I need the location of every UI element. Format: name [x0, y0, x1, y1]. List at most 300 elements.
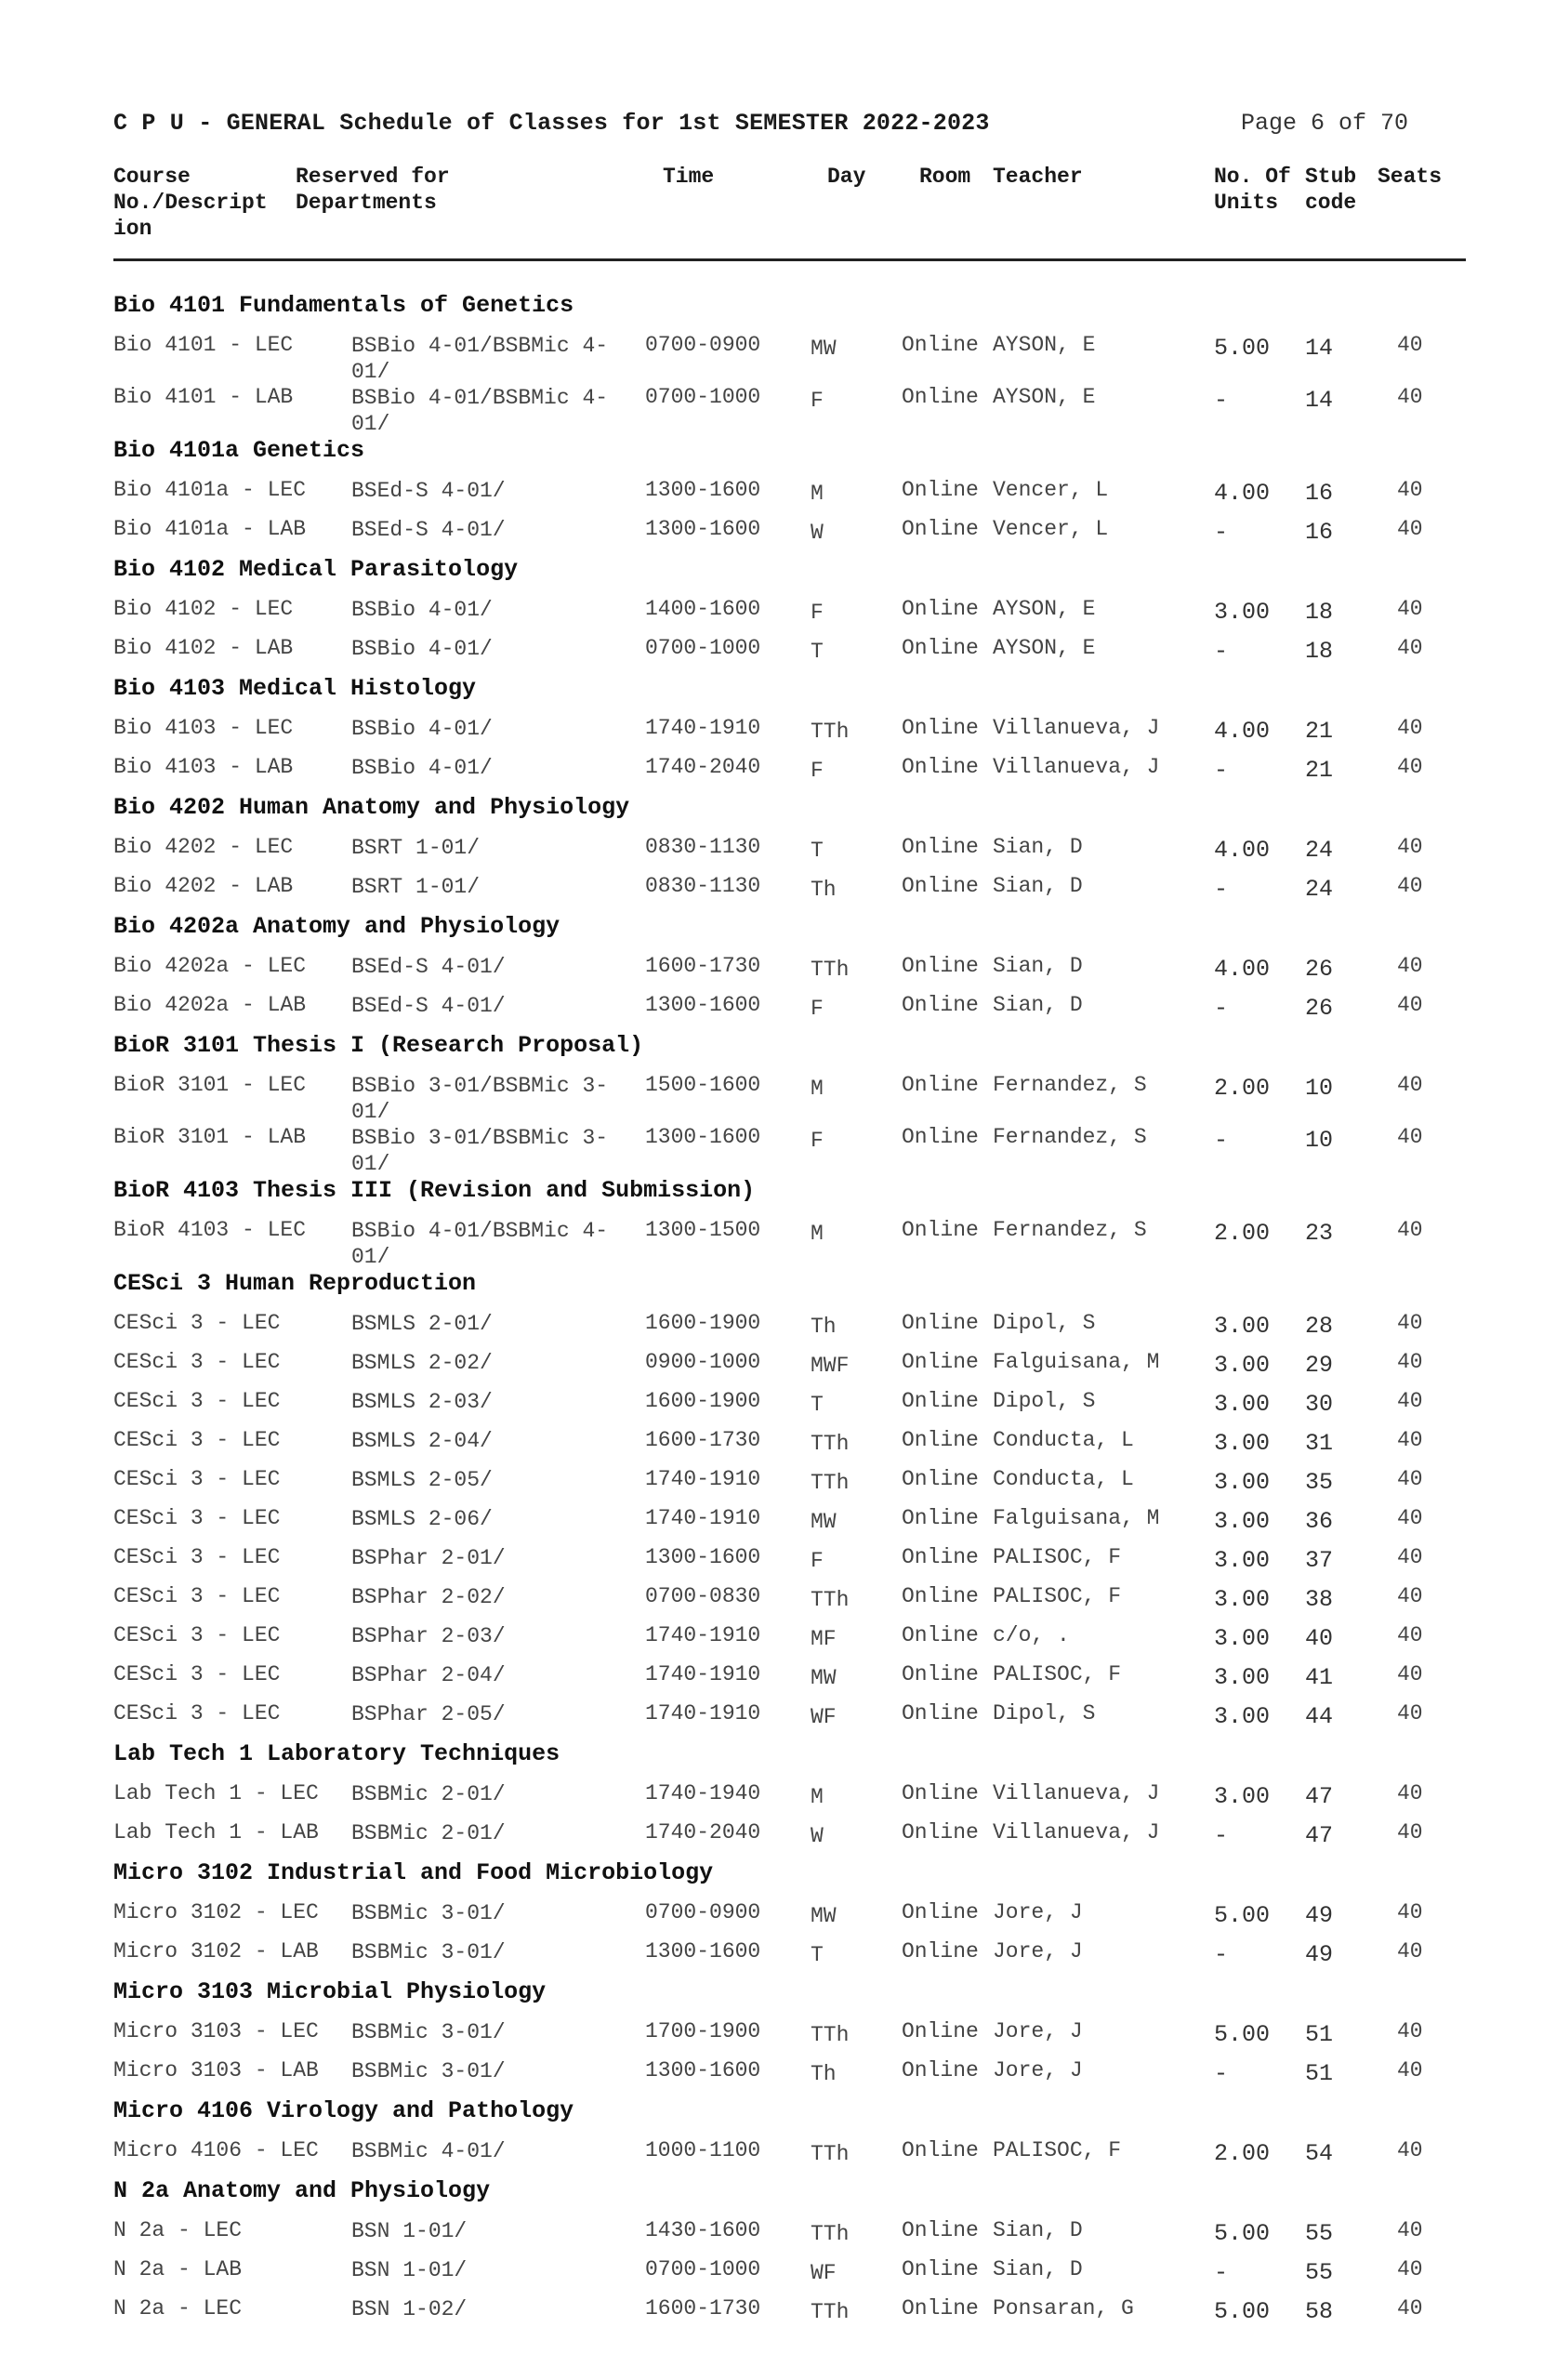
section-course: N 2a - LEC	[113, 2296, 243, 2320]
section-stub-code: 44	[1305, 1703, 1334, 1730]
section-stub-code: 41	[1305, 1664, 1334, 1691]
section-day: TTh	[811, 2222, 850, 2246]
section-room: Online	[902, 636, 979, 660]
section-seats: 40	[1397, 2019, 1423, 2043]
section-departments: BSBio 4-01/	[351, 598, 493, 622]
section-departments: BSBMic 3-01/	[351, 1940, 506, 1964]
section-day: F	[811, 1129, 824, 1153]
section-time: 1300-1600	[645, 993, 761, 1017]
section-stub-code: 23	[1305, 1220, 1334, 1247]
section-day: F	[811, 759, 824, 783]
section-stub-code: 26	[1305, 995, 1334, 1022]
section-units: -	[1214, 519, 1229, 546]
section-units: 5.00	[1214, 2298, 1271, 2325]
section-day: Th	[811, 2062, 837, 2086]
section-seats: 40	[1397, 1545, 1423, 1569]
course-title-row	[0, 788, 1556, 829]
section-departments: BSMLS 2-05/	[351, 1468, 493, 1492]
section-time: 1700-1900	[645, 2019, 761, 2043]
section-units: 3.00	[1214, 1469, 1271, 1496]
section-course: CESci 3 - LEC	[113, 1311, 281, 1335]
table-row	[0, 1119, 1556, 1176]
section-time: 1300-1500	[645, 1218, 761, 1242]
section-teacher: AYSON, E	[993, 333, 1096, 357]
section-departments: BSBio 4-01/	[351, 637, 493, 661]
section-seats: 40	[1397, 993, 1423, 1017]
section-teacher: Sian, D	[993, 835, 1083, 859]
section-units: -	[1214, 757, 1229, 784]
section-departments: BSPhar 2-03/	[351, 1624, 506, 1648]
section-seats: 40	[1397, 1584, 1423, 1608]
section-time: 1300-1600	[645, 1125, 761, 1149]
section-time: 0900-1000	[645, 1350, 761, 1374]
section-time: 0830-1130	[645, 835, 761, 859]
section-course: CESci 3 - LEC	[113, 1350, 281, 1374]
section-day: T	[811, 640, 824, 664]
section-departments: BSBMic 2-01/	[351, 1782, 506, 1806]
course-title: Micro 3102 Industrial and Food Microbiology	[113, 1859, 714, 1886]
course-title-row	[0, 1973, 1556, 2014]
section-units: 4.00	[1214, 718, 1271, 745]
header-course: Course No./Descript ion	[113, 165, 268, 241]
section-teacher: AYSON, E	[993, 597, 1096, 621]
course-title-row	[0, 669, 1556, 710]
table-row	[0, 1305, 1556, 1344]
course-title: BioR 4103 Thesis III (Revision and Submission)	[113, 1177, 756, 1204]
section-teacher: Villanueva, J	[993, 1820, 1160, 1844]
section-day: F	[811, 601, 824, 625]
section-course: Bio 4102 - LEC	[113, 597, 294, 621]
section-course: Bio 4202a - LEC	[113, 954, 307, 978]
section-stub-code: 58	[1305, 2298, 1334, 2325]
section-room: Online	[902, 954, 979, 978]
table-row	[0, 1461, 1556, 1501]
section-seats: 40	[1397, 954, 1423, 978]
section-stub-code: 49	[1305, 1941, 1334, 1968]
section-course: BioR 3101 - LEC	[113, 1073, 307, 1097]
section-seats: 40	[1397, 1781, 1423, 1805]
section-course: CESci 3 - LEC	[113, 1389, 281, 1413]
section-time: 1300-1600	[645, 2058, 761, 2082]
section-room: Online	[902, 1467, 979, 1491]
section-stub-code: 49	[1305, 1902, 1334, 1929]
course-title: N 2a Anatomy and Physiology	[113, 2177, 491, 2204]
section-time: 1740-1910	[645, 1623, 761, 1647]
section-units: -	[1214, 638, 1229, 665]
section-seats: 40	[1397, 2058, 1423, 2082]
section-units: 3.00	[1214, 1313, 1271, 1340]
course-title: Bio 4101 Fundamentals of Genetics	[113, 292, 574, 319]
table-row	[0, 1067, 1556, 1124]
section-time: 1740-1910	[645, 1467, 761, 1491]
table-row	[0, 511, 1556, 550]
section-day: TTh	[811, 2300, 850, 2324]
section-time: 1500-1600	[645, 1073, 761, 1097]
section-time: 1600-1900	[645, 1311, 761, 1335]
table-row	[0, 749, 1556, 788]
section-time: 0700-1000	[645, 385, 761, 409]
section-teacher: Conducta, L	[993, 1428, 1134, 1452]
section-teacher: Fernandez, S	[993, 1125, 1147, 1149]
section-units: -	[1214, 1941, 1229, 1968]
schedule-rows	[0, 286, 1556, 2330]
section-units: 3.00	[1214, 1352, 1271, 1379]
table-row	[0, 1579, 1556, 1618]
section-units: 3.00	[1214, 1586, 1271, 1613]
section-time: 1600-1730	[645, 2296, 761, 2320]
section-seats: 40	[1397, 1939, 1423, 1964]
course-title: Micro 3103 Microbial Physiology	[113, 1978, 547, 2005]
section-day: MW	[811, 1904, 837, 1928]
section-stub-code: 54	[1305, 2140, 1334, 2167]
section-room: Online	[902, 1125, 979, 1149]
section-seats: 40	[1397, 716, 1423, 740]
section-seats: 40	[1397, 597, 1423, 621]
section-room: Online	[902, 1701, 979, 1726]
section-units: 3.00	[1214, 1783, 1271, 1810]
section-seats: 40	[1397, 1662, 1423, 1686]
section-course: CESci 3 - LEC	[113, 1584, 281, 1608]
section-room: Online	[902, 1662, 979, 1686]
section-teacher: Jore, J	[993, 2058, 1083, 2082]
section-stub-code: 35	[1305, 1469, 1334, 1496]
course-title-row	[0, 431, 1556, 472]
table-row	[0, 1383, 1556, 1422]
section-departments: BSBMic 3-01/	[351, 1901, 506, 1925]
section-departments: BSPhar 2-01/	[351, 1546, 506, 1570]
section-teacher: Villanueva, J	[993, 716, 1160, 740]
section-room: Online	[902, 597, 979, 621]
section-day: F	[811, 389, 824, 413]
table-row	[0, 829, 1556, 868]
section-teacher: Villanueva, J	[993, 755, 1160, 779]
section-room: Online	[902, 1781, 979, 1805]
table-row	[0, 1934, 1556, 1973]
section-course: Bio 4103 - LEC	[113, 716, 294, 740]
section-departments: BSMLS 2-04/	[351, 1429, 493, 1453]
section-day: TTh	[811, 720, 850, 744]
table-row	[0, 2014, 1556, 2053]
course-title-row	[0, 550, 1556, 591]
section-departments: BSBMic 2-01/	[351, 1821, 506, 1845]
section-units: 3.00	[1214, 1508, 1271, 1535]
table-row	[0, 1657, 1556, 1696]
section-teacher: Vencer, L	[993, 478, 1109, 502]
section-time: 0830-1130	[645, 874, 761, 898]
section-units: 3.00	[1214, 1703, 1271, 1730]
section-teacher: Jore, J	[993, 1900, 1083, 1924]
section-teacher: PALISOC, F	[993, 2138, 1122, 2162]
section-seats: 40	[1397, 1073, 1423, 1097]
section-room: Online	[902, 716, 979, 740]
table-row	[0, 2213, 1556, 2252]
section-course: CESci 3 - LEC	[113, 1506, 281, 1530]
section-room: Online	[902, 2019, 979, 2043]
course-title-row	[0, 1026, 1556, 1067]
section-stub-code: 30	[1305, 1391, 1334, 1418]
section-teacher: Sian, D	[993, 2218, 1083, 2242]
section-seats: 40	[1397, 385, 1423, 409]
section-teacher: Villanueva, J	[993, 1781, 1160, 1805]
section-stub-code: 14	[1305, 335, 1334, 362]
section-course: Bio 4202 - LEC	[113, 835, 294, 859]
section-departments: BSN 1-02/	[351, 2297, 468, 2321]
section-departments: BSPhar 2-04/	[351, 1663, 506, 1687]
course-title-row	[0, 907, 1556, 948]
section-course: Bio 4101 - LEC	[113, 333, 294, 357]
table-row	[0, 2133, 1556, 2172]
section-departments: BSRT 1-01/	[351, 875, 481, 899]
section-departments: BSEd-S 4-01/	[351, 479, 506, 503]
section-seats: 40	[1397, 1820, 1423, 1844]
section-room: Online	[902, 517, 979, 541]
table-row	[0, 630, 1556, 669]
header-time: Time	[663, 165, 715, 189]
section-departments: BSEd-S 4-01/	[351, 518, 506, 542]
section-room: Online	[902, 1939, 979, 1964]
section-seats: 40	[1397, 2257, 1423, 2281]
course-title: Bio 4202a Anatomy and Physiology	[113, 913, 560, 940]
section-departments: BSRT 1-01/	[351, 836, 481, 860]
section-departments: BSMLS 2-01/	[351, 1312, 493, 1336]
section-units: 5.00	[1214, 2220, 1271, 2247]
section-day: M	[811, 1785, 824, 1809]
course-title: Micro 4106 Virology and Pathology	[113, 2097, 574, 2124]
table-row	[0, 1540, 1556, 1579]
section-teacher: PALISOC, F	[993, 1584, 1122, 1608]
section-stub-code: 47	[1305, 1783, 1334, 1810]
section-units: 2.00	[1214, 2140, 1271, 2167]
section-day: TTh	[811, 1432, 850, 1456]
section-day: Th	[811, 1315, 837, 1339]
section-teacher: Jore, J	[993, 1939, 1083, 1964]
section-units: 4.00	[1214, 956, 1271, 983]
section-course: CESci 3 - LEC	[113, 1467, 281, 1491]
table-row	[0, 868, 1556, 907]
section-day: WF	[811, 2261, 837, 2285]
table-row	[0, 1212, 1556, 1269]
section-course: Bio 4101a - LAB	[113, 517, 307, 541]
section-course: Micro 3102 - LAB	[113, 1939, 319, 1964]
section-departments: BSBio 3-01/BSBMic 3-01/	[351, 1074, 609, 1124]
section-day: TTh	[811, 1471, 850, 1495]
course-title-row	[0, 1171, 1556, 1212]
section-seats: 40	[1397, 755, 1423, 779]
section-departments: BSBio 4-01/BSBMic 4-01/	[351, 386, 609, 436]
section-course: CESci 3 - LEC	[113, 1623, 281, 1647]
section-units: 4.00	[1214, 480, 1271, 507]
section-course: Bio 4101a - LEC	[113, 478, 307, 502]
section-teacher: PALISOC, F	[993, 1662, 1122, 1686]
section-day: Th	[811, 878, 837, 902]
course-title-row	[0, 1735, 1556, 1776]
section-day: W	[811, 1824, 824, 1848]
section-room: Online	[902, 478, 979, 502]
section-room: Online	[902, 1428, 979, 1452]
section-room: Online	[902, 1584, 979, 1608]
section-course: Lab Tech 1 - LEC	[113, 1781, 319, 1805]
section-stub-code: 36	[1305, 1508, 1334, 1535]
section-time: 1740-1910	[645, 1662, 761, 1686]
course-title: CESci 3 Human Reproduction	[113, 1270, 477, 1297]
section-room: Online	[902, 2138, 979, 2162]
section-day: M	[811, 1077, 824, 1101]
section-stub-code: 29	[1305, 1352, 1334, 1379]
section-units: 4.00	[1214, 837, 1271, 864]
table-row	[0, 987, 1556, 1026]
section-teacher: Conducta, L	[993, 1467, 1134, 1491]
section-teacher: Falguisana, M	[993, 1506, 1160, 1530]
section-teacher: Falguisana, M	[993, 1350, 1160, 1374]
section-stub-code: 38	[1305, 1586, 1334, 1613]
section-stub-code: 24	[1305, 837, 1334, 864]
section-room: Online	[902, 2218, 979, 2242]
section-stub-code: 55	[1305, 2220, 1334, 2247]
section-seats: 40	[1397, 1506, 1423, 1530]
course-title-row	[0, 286, 1556, 327]
section-units: -	[1214, 387, 1229, 414]
section-teacher: Sian, D	[993, 993, 1083, 1017]
section-room: Online	[902, 1545, 979, 1569]
section-units: 3.00	[1214, 1547, 1271, 1574]
section-room: Online	[902, 333, 979, 357]
section-course: Micro 3102 - LEC	[113, 1900, 319, 1924]
table-row	[0, 1501, 1556, 1540]
section-stub-code: 14	[1305, 387, 1334, 414]
section-teacher: Fernandez, S	[993, 1218, 1147, 1242]
table-row	[0, 1815, 1556, 1854]
section-time: 1300-1600	[645, 517, 761, 541]
section-time: 0700-0900	[645, 333, 761, 357]
section-course: N 2a - LEC	[113, 2218, 243, 2242]
page-title: C P U - GENERAL Schedule of Classes for 1st SEMESTER 2022-2023	[113, 110, 990, 137]
table-row	[0, 1696, 1556, 1735]
course-title: BioR 3101 Thesis I (Research Proposal)	[113, 1032, 644, 1059]
section-units: 2.00	[1214, 1075, 1271, 1102]
section-course: Micro 4106 - LEC	[113, 2138, 319, 2162]
section-stub-code: 55	[1305, 2259, 1334, 2286]
course-title: Bio 4101a Genetics	[113, 437, 365, 464]
section-stub-code: 51	[1305, 2021, 1334, 2048]
section-stub-code: 16	[1305, 519, 1334, 546]
section-teacher: Sian, D	[993, 954, 1083, 978]
section-seats: 40	[1397, 478, 1423, 502]
section-day: M	[811, 1222, 824, 1246]
header-reserved: Reserved for Departments	[296, 165, 450, 215]
header-divider	[113, 258, 1466, 261]
section-units: 5.00	[1214, 335, 1271, 362]
course-title: Lab Tech 1 Laboratory Techniques	[113, 1740, 560, 1767]
course-title: Bio 4102 Medical Parasitology	[113, 556, 519, 583]
section-day: MWF	[811, 1354, 850, 1378]
section-time: 1300-1600	[645, 1939, 761, 1964]
section-teacher: Fernandez, S	[993, 1073, 1147, 1097]
section-seats: 40	[1397, 1900, 1423, 1924]
table-row	[0, 1618, 1556, 1657]
section-time: 1740-2040	[645, 1820, 761, 1844]
section-time: 0700-1000	[645, 636, 761, 660]
section-stub-code: 18	[1305, 599, 1334, 626]
section-units: -	[1214, 2259, 1229, 2286]
header-units: No. Of Units	[1214, 165, 1291, 215]
section-seats: 40	[1397, 333, 1423, 357]
section-course: Micro 3103 - LAB	[113, 2058, 319, 2082]
section-room: Online	[902, 1218, 979, 1242]
section-day: T	[811, 1393, 824, 1417]
section-course: BioR 3101 - LAB	[113, 1125, 307, 1149]
section-stub-code: 47	[1305, 1822, 1334, 1849]
section-teacher: Vencer, L	[993, 517, 1109, 541]
table-row	[0, 1422, 1556, 1461]
section-departments: BSMLS 2-03/	[351, 1390, 493, 1414]
section-units: 3.00	[1214, 1430, 1271, 1457]
section-day: MW	[811, 1666, 837, 1690]
section-time: 1000-1100	[645, 2138, 761, 2162]
section-room: Online	[902, 2257, 979, 2281]
section-departments: BSBMic 3-01/	[351, 2020, 506, 2044]
section-stub-code: 18	[1305, 638, 1334, 665]
section-seats: 40	[1397, 2296, 1423, 2320]
section-stub-code: 31	[1305, 1430, 1334, 1457]
course-title-row	[0, 2092, 1556, 2133]
section-room: Online	[902, 1900, 979, 1924]
header-room: Room	[919, 165, 971, 189]
section-time: 1740-1940	[645, 1781, 761, 1805]
section-day: TTh	[811, 1588, 850, 1612]
section-stub-code: 10	[1305, 1127, 1334, 1154]
section-stub-code: 16	[1305, 480, 1334, 507]
section-room: Online	[902, 1820, 979, 1844]
section-units: 5.00	[1214, 2021, 1271, 2048]
section-seats: 40	[1397, 1218, 1423, 1242]
section-room: Online	[902, 1506, 979, 1530]
section-stub-code: 40	[1305, 1625, 1334, 1652]
section-seats: 40	[1397, 2138, 1423, 2162]
section-seats: 40	[1397, 874, 1423, 898]
section-time: 0700-1000	[645, 2257, 761, 2281]
section-course: Lab Tech 1 - LAB	[113, 1820, 319, 1844]
section-day: MW	[811, 337, 837, 361]
section-teacher: Ponsaran, G	[993, 2296, 1134, 2320]
table-row	[0, 2291, 1556, 2330]
section-course: N 2a - LAB	[113, 2257, 243, 2281]
section-departments: BSEd-S 4-01/	[351, 994, 506, 1018]
section-seats: 40	[1397, 636, 1423, 660]
section-seats: 40	[1397, 517, 1423, 541]
section-time: 1400-1600	[645, 597, 761, 621]
section-room: Online	[902, 1311, 979, 1335]
section-room: Online	[902, 993, 979, 1017]
section-units: 3.00	[1214, 1391, 1271, 1418]
section-departments: BSBMic 3-01/	[351, 2059, 506, 2083]
page-number: Page 6 of 70	[1241, 110, 1409, 137]
table-row	[0, 1776, 1556, 1815]
section-room: Online	[902, 1073, 979, 1097]
section-time: 1740-2040	[645, 755, 761, 779]
section-departments: BSEd-S 4-01/	[351, 955, 506, 979]
section-seats: 40	[1397, 1125, 1423, 1149]
course-title-row	[0, 2172, 1556, 2213]
table-row	[0, 1895, 1556, 1934]
section-units: -	[1214, 876, 1229, 903]
section-stub-code: 26	[1305, 956, 1334, 983]
course-title: Bio 4103 Medical Histology	[113, 675, 477, 702]
section-seats: 40	[1397, 1389, 1423, 1413]
section-units: -	[1214, 2060, 1229, 2087]
section-time: 1600-1730	[645, 1428, 761, 1452]
section-departments: BSBMic 4-01/	[351, 2139, 506, 2163]
section-units: 3.00	[1214, 1625, 1271, 1652]
